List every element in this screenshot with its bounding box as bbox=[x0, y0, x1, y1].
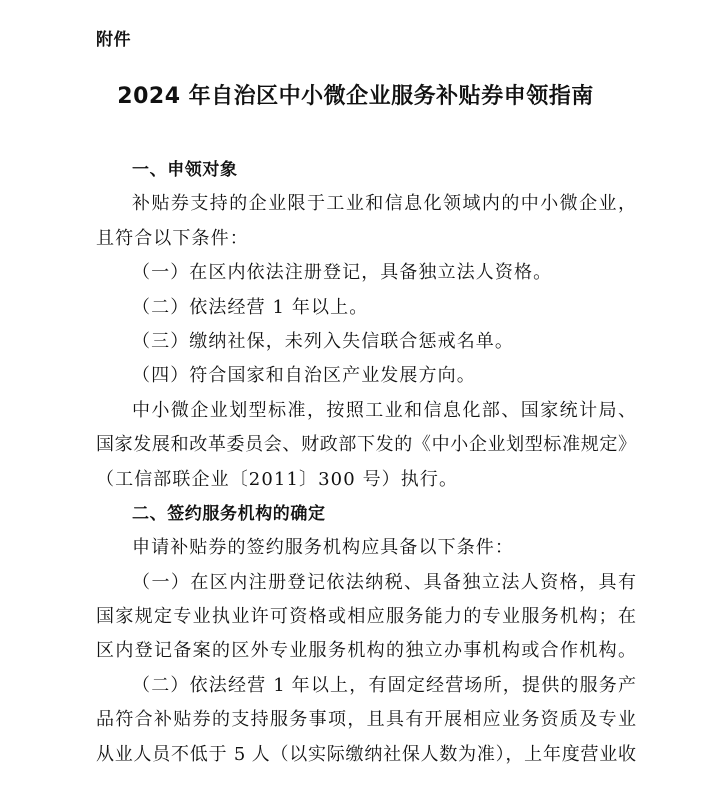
attachment-label: 附件 bbox=[96, 30, 131, 50]
section-heading-service-agencies: 二、签约服务机构的确定 bbox=[132, 503, 326, 524]
paragraph-line: 国家发展和改革委员会、财政部下发的《中小企业划型标准规定》 bbox=[96, 434, 636, 456]
paragraph-line: 从业人员不低于 5 人（以实际缴纳社保人数为准），上年度营业收 bbox=[96, 743, 636, 765]
condition-item: （二）依法经营 1 年以上。 bbox=[132, 296, 369, 318]
paragraph-line: （工信部联企业〔2011〕300 号）执行。 bbox=[96, 468, 459, 490]
condition-item: （四）符合国家和自治区产业发展方向。 bbox=[132, 365, 476, 387]
condition-item: （一）在区内注册登记依法纳税、具备独立法人资格，具有 bbox=[132, 571, 636, 593]
paragraph-line: 申请补贴券的签约服务机构应具备以下条件： bbox=[132, 537, 514, 559]
condition-item: （二）依法经营 1 年以上，有固定经营场所，提供的服务产 bbox=[132, 674, 636, 696]
condition-item: （一）在区内依法注册登记，具备独立法人资格。 bbox=[132, 262, 553, 284]
document-body bbox=[96, 153, 636, 772]
paragraph-line: 品符合补贴券的支持服务事项，且具有开展相应业务资质及专业 bbox=[96, 709, 636, 731]
paragraph-line: 区内登记备案的区外专业服务机构的独立办事机构或合作机构。 bbox=[96, 640, 636, 662]
document-title: 2024 年自治区中小微企业服务补贴券申领指南 bbox=[117, 84, 594, 109]
paragraph-line: 补贴券支持的企业限于工业和信息化领域内的中小微企业， bbox=[132, 193, 636, 215]
paragraph-line: 国家规定专业执业许可资格或相应服务能力的专业服务机构；在 bbox=[96, 606, 636, 628]
condition-item: （三）缴纳社保，未列入失信联合惩戒名单。 bbox=[132, 330, 514, 352]
paragraph-line: 且符合以下条件： bbox=[96, 227, 249, 249]
section-heading-applicants: 一、申领对象 bbox=[132, 160, 238, 180]
paragraph-line: 中小微企业划型标准，按照工业和信息化部、国家统计局、 bbox=[132, 399, 636, 421]
